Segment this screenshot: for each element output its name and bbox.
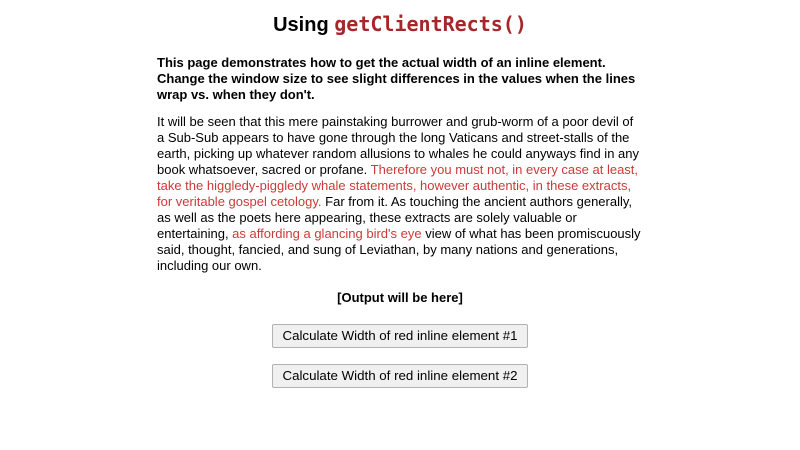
red-inline-element-1: Therefore you must not, in every case at least, take the higgledy-piggledy whale statements, however authentic, in these extracts, for veritable gospel cetology. [157, 162, 639, 209]
page-title [157, 13, 643, 37]
output-placeholder: [Output will be here] [337, 290, 463, 305]
intro-paragraph: This page demonstrates how to get the actual width of an inline element. Change the window size to see slight differences in the values when the lines wrap vs. when they don't. [157, 55, 636, 102]
button-group [157, 324, 643, 388]
paragraph-part-3: view of what has been promiscuously said, thought, fancied, and sung of Leviathan, by many nations and generations, including our own. [157, 226, 641, 273]
calc-width-button-2[interactable]: Calculate Width of red inline element #2 [272, 364, 527, 388]
content-container [157, 0, 643, 388]
demo-paragraph [157, 114, 643, 274]
calc-width-button-1[interactable]: Calculate Width of red inline element #1 [272, 324, 527, 348]
paragraph-part-1: It will be seen that this mere painstaking burrower and grub-worm of a poor devil of a Sub-Sub appears to have gone through the long Vaticans and street-stalls of the earth, picking up whatever random allusions to whales he could anyways find in any book whatsoever, sacred or profane. [157, 114, 639, 177]
red-inline-element-2: as affording a glancing bird's eye [232, 226, 422, 241]
page-title-code: getClientRects() [334, 12, 527, 36]
paragraph-part-2: Far from it. As touching the ancient authors generally, as well as the poets here appearing, these extracts are solely valuable or entertaining, [157, 194, 633, 241]
page-title-prefix: Using [273, 14, 335, 36]
